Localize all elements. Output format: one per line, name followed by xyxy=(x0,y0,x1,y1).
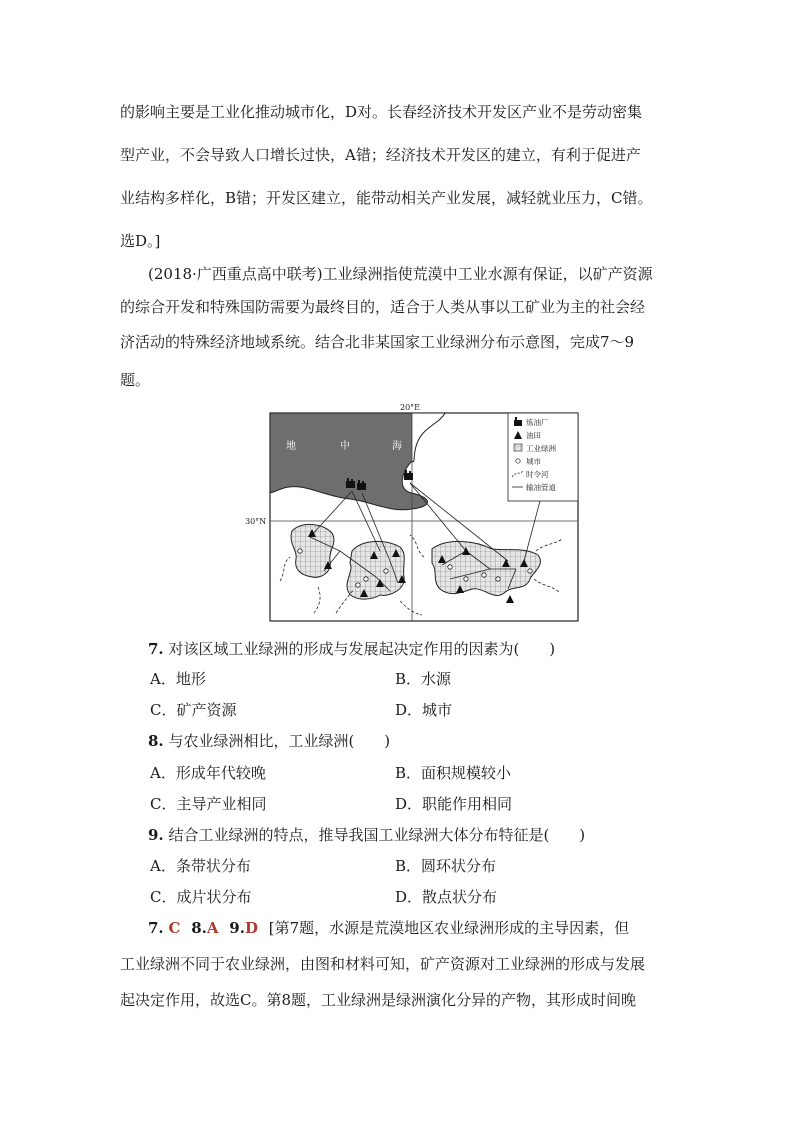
answer-line-2: 工业绿洲不同于农业绿洲，由图和材料可知，矿产资源对工业绿洲的形成与发展 xyxy=(120,955,646,973)
q7-option-a[interactable]: A．地形 xyxy=(150,670,206,688)
q8-option-a[interactable]: A．形成年代较晚 xyxy=(150,764,266,782)
lat-label: 30°N xyxy=(245,517,267,526)
question-8-stem: 与农业绿洲相比，工业绿洲( ) xyxy=(168,732,391,750)
question-source: (2018·广西重点高中联考) xyxy=(148,265,323,283)
question-7 xyxy=(148,638,555,659)
answer-9: D xyxy=(244,919,258,937)
q9-option-d[interactable]: D．散点状分布 xyxy=(395,888,498,906)
answer-explanation-1: [第7题，水源是荒漠地区农业绿洲形成的主导因素，但 xyxy=(268,919,630,937)
map-legend xyxy=(508,413,578,501)
question-9-number: 9. xyxy=(148,826,164,844)
answer-9-number: 9. xyxy=(229,919,245,937)
map-svg xyxy=(240,401,582,626)
lon-label: 20°E xyxy=(400,403,421,412)
q8-option-b[interactable]: B．面积规模较小 xyxy=(395,764,512,782)
explanation-line-1: 的影响主要是工业化推动城市化，D对。长春经济技术开发区产业不是劳动密集 xyxy=(120,103,643,121)
answer-7-number: 7. xyxy=(148,919,164,937)
legend-city: 城市 xyxy=(526,457,541,466)
question-9-stem: 结合工业绿洲的特点，推导我国工业绿洲大体分布特征是( ) xyxy=(168,826,586,844)
question-8-number: 8. xyxy=(148,732,164,750)
q7-option-d[interactable]: D．城市 xyxy=(395,701,453,719)
intro-line-2: 的综合开发和特殊国防需要为最终目的，适合于人类从事以工矿业为主的社会经 xyxy=(120,298,646,316)
intro-line-4: 题。 xyxy=(120,371,151,389)
sea-char-3: 海 xyxy=(392,441,402,452)
q8-option-d[interactable]: D．职能作用相同 xyxy=(395,795,513,813)
q8-option-c[interactable]: C．主导产业相同 xyxy=(150,795,267,813)
question-8 xyxy=(148,730,390,751)
explanation-line-3: 业结构多样化，B错；开发区建立，能带动相关产业发展，减轻就业压力，C错。 xyxy=(120,189,653,207)
sea-char-1: 地 xyxy=(286,441,296,452)
legend-oasis: 工业绿洲 xyxy=(526,444,556,453)
q7-option-c[interactable]: C．矿产资源 xyxy=(150,701,237,719)
legend-refinery: 炼油厂 xyxy=(526,418,549,427)
oasis-distribution-map xyxy=(240,401,582,626)
question-7-stem: 对该区域工业绿洲的形成与发展起决定作用的因素为( ) xyxy=(168,640,556,658)
explanation-line-2: 型产业，不会导致人口增长过快，A错；经济技术开发区的建立，有利于促进产 xyxy=(120,146,641,164)
explanation-line-4: 选D。] xyxy=(120,232,161,250)
q9-option-b[interactable]: B．圆环状分布 xyxy=(395,857,497,875)
q9-option-a[interactable]: A．条带状分布 xyxy=(150,857,251,875)
intro-line-1 xyxy=(148,263,653,284)
intro-line-3: 济活动的特殊经济地域系统。结合北非某国家工业绿洲分布示意图，完成7～9 xyxy=(120,333,635,351)
answer-line-1 xyxy=(148,917,629,938)
legend-oilfield: 油田 xyxy=(526,431,541,440)
question-9 xyxy=(148,824,585,845)
sea-char-2: 中 xyxy=(340,441,350,452)
question-7-number: 7. xyxy=(148,640,164,658)
legend-river: 时令河 xyxy=(526,470,549,479)
answer-8: A xyxy=(206,919,219,937)
answer-line-3: 起决定作用，故选C。第8题，工业绿洲是绿洲演化分异的产物，其形成时间晚 xyxy=(120,991,637,1009)
legend-pipeline: 输油管道 xyxy=(526,483,556,492)
q7-option-b[interactable]: B．水源 xyxy=(395,670,452,688)
answer-7: C xyxy=(168,919,181,937)
answer-8-number: 8. xyxy=(191,919,207,937)
intro-text-1: 工业绿洲指使荒漠中工业水源有保证，以矿产资源 xyxy=(322,265,653,283)
q9-option-c[interactable]: C．成片状分布 xyxy=(150,888,252,906)
